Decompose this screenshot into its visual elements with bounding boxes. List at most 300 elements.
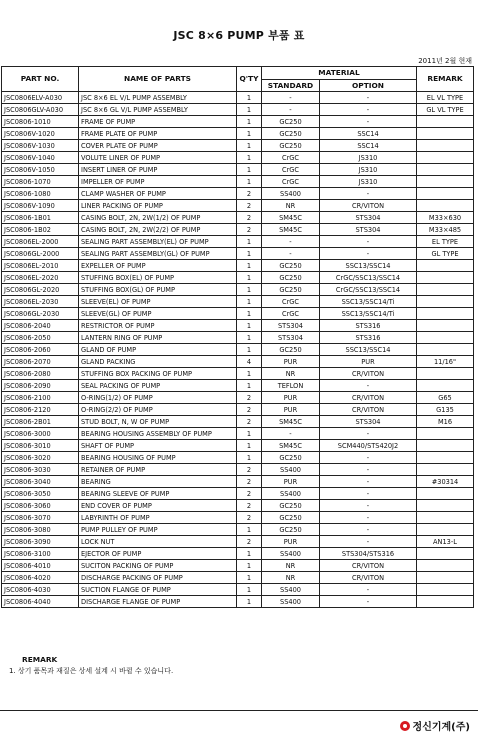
cell-part-name: RESTRICTOR OF PUMP [79,320,237,332]
cell-option: SSC13/SSC14 [320,344,417,356]
cell-remark: EL VL TYPE [417,92,474,104]
cell-standard: - [262,248,320,260]
cell-remark [417,344,474,356]
cell-part-no: JSC0806-1080 [2,188,79,200]
header-remark: REMARK [417,67,474,92]
table-row [2,248,474,260]
cell-part-no: JSC0806-3050 [2,488,79,500]
cell-part-name: LANTERN RING OF PUMP [79,332,237,344]
table-row [2,416,474,428]
cell-remark [417,164,474,176]
cell-qty: 1 [237,164,262,176]
table-row [2,596,474,608]
cell-qty: 2 [237,536,262,548]
cell-remark [417,188,474,200]
cell-remark: M33×630 [417,212,474,224]
cell-option: - [320,596,417,608]
cell-part-name: DISCHARGE FLANGE OF PUMP [79,596,237,608]
cell-part-name: IMPELLER OF PUMP [79,176,237,188]
cell-part-no: JSC0806-4010 [2,560,79,572]
cell-part-name: EXPELLER OF PUMP [79,260,237,272]
header-qty: Q'TY [237,67,262,92]
cell-standard: PUR [262,476,320,488]
table-row [2,164,474,176]
parts-table-body [2,92,474,608]
cell-standard: GC250 [262,500,320,512]
cell-part-name: SLEEVE(GL) OF PUMP [79,308,237,320]
cell-qty: 1 [237,92,262,104]
cell-part-no: JSC0806-2100 [2,392,79,404]
cell-qty: 2 [237,488,262,500]
cell-remark [417,296,474,308]
cell-part-name: FRAME OF PUMP [79,116,237,128]
table-row [2,176,474,188]
cell-part-no: JSC0806-3010 [2,440,79,452]
cell-part-name: PUMP PULLEY OF PUMP [79,524,237,536]
cell-standard: GC250 [262,260,320,272]
cell-option: STS304 [320,224,417,236]
cell-qty: 2 [237,224,262,236]
cell-part-no: JSC0806V-1050 [2,164,79,176]
table-row [2,572,474,584]
cell-standard: SS400 [262,488,320,500]
cell-qty: 1 [237,284,262,296]
table-row [2,260,474,272]
cell-remark [417,500,474,512]
cell-remark [417,452,474,464]
cell-part-no: JSC0806V-1040 [2,152,79,164]
cell-option: PUR [320,356,417,368]
cell-qty: 4 [237,356,262,368]
table-row [2,524,474,536]
table-row [2,356,474,368]
cell-part-name: LOCK NUT [79,536,237,548]
table-row [2,272,474,284]
cell-part-no: JSC0806GL-2030 [2,308,79,320]
cell-remark [417,584,474,596]
cell-option: CrGC/SSC13/SSC14 [320,272,417,284]
cell-part-no: JSC0806-1010 [2,116,79,128]
cell-qty: 2 [237,404,262,416]
cell-part-no: JSC0806-3030 [2,464,79,476]
cell-part-name: SEALING PART ASSEMBLY(GL) OF PUMP [79,248,237,260]
cell-remark [417,320,474,332]
cell-part-no: JSC0806-3100 [2,548,79,560]
cell-remark [417,284,474,296]
cell-standard: CrGC [262,296,320,308]
cell-qty: 2 [237,476,262,488]
cell-part-name: END COVER OF PUMP [79,500,237,512]
cell-standard: GC250 [262,452,320,464]
table-row [2,368,474,380]
cell-standard: GC250 [262,512,320,524]
cell-part-name: GLAND OF PUMP [79,344,237,356]
cell-part-name: BEARING HOUSING ASSEMBLY OF PUMP [79,428,237,440]
header-material: MATERIAL [262,67,417,80]
cell-part-name: CASING BOLT, 2N, 2W(1/2) OF PUMP [79,212,237,224]
cell-option: STS316 [320,320,417,332]
cell-part-name: SLEEVE(EL) OF PUMP [79,296,237,308]
cell-option: - [320,452,417,464]
cell-standard: CrGC [262,164,320,176]
cell-part-no: JSC0806GLV-A030 [2,104,79,116]
cell-option: SSC13/SSC14/Ti [320,308,417,320]
table-row [2,296,474,308]
table-row [2,104,474,116]
cell-option: - [320,476,417,488]
cell-part-name: LABYRINTH OF PUMP [79,512,237,524]
cell-standard: STS304 [262,332,320,344]
cell-part-no: JSC0806ELV-A030 [2,92,79,104]
cell-standard: NR [262,200,320,212]
cell-remark: G135 [417,404,474,416]
cell-qty: 1 [237,344,262,356]
cell-part-no: JSC0806V-1090 [2,200,79,212]
table-row [2,512,474,524]
cell-qty: 1 [237,548,262,560]
cell-option: - [320,536,417,548]
cell-part-no: JSC0806V-1030 [2,140,79,152]
cell-standard: SM45C [262,416,320,428]
table-row [2,212,474,224]
cell-part-name: O-RING(1/2) OF PUMP [79,392,237,404]
cell-remark [417,128,474,140]
cell-remark [417,200,474,212]
table-row [2,392,474,404]
cell-standard: GC250 [262,524,320,536]
cell-part-name: SEAL PACKING OF PUMP [79,380,237,392]
table-row [2,128,474,140]
cell-part-no: JSC0806-2070 [2,356,79,368]
table-row [2,548,474,560]
remark-note: 1. 상기 품목과 재질은 상세 설계 시 바뀔 수 있습니다. [9,667,174,675]
cell-part-name: O-RING(2/2) OF PUMP [79,404,237,416]
cell-remark: M16 [417,416,474,428]
cell-option: - [320,464,417,476]
cell-standard: GC250 [262,128,320,140]
table-row [2,344,474,356]
cell-part-name: CASING BOLT, 2N, 2W(2/2) OF PUMP [79,224,237,236]
cell-remark: EL TYPE [417,236,474,248]
cell-part-no: JSC0806-4030 [2,584,79,596]
cell-option: - [320,488,417,500]
cell-option: CR/VITON [320,392,417,404]
cell-standard: PUR [262,536,320,548]
cell-standard: GC250 [262,140,320,152]
cell-standard: SS400 [262,464,320,476]
cell-qty: 1 [237,248,262,260]
cell-qty: 1 [237,260,262,272]
cell-remark [417,380,474,392]
header-part-no: PART NO. [2,67,79,92]
cell-part-no: JSC0806V-1020 [2,128,79,140]
cell-standard: TEFLON [262,380,320,392]
cell-standard: SM45C [262,224,320,236]
table-row [2,428,474,440]
cell-option: SSC13/SSC14/Ti [320,296,417,308]
cell-option: STS304 [320,416,417,428]
cell-standard: - [262,92,320,104]
cell-option: SSC13/SSC14 [320,260,417,272]
cell-part-no: JSC0806-4020 [2,572,79,584]
logo-mark-icon [400,721,410,731]
cell-qty: 1 [237,584,262,596]
cell-remark: AN13-L [417,536,474,548]
cell-part-no: JSC0806-3000 [2,428,79,440]
cell-part-name: RETAINER OF PUMP [79,464,237,476]
footer-divider [0,710,478,711]
cell-standard: NR [262,572,320,584]
cell-standard: CrGC [262,152,320,164]
cell-option: - [320,584,417,596]
cell-remark [417,308,474,320]
table-row [2,320,474,332]
cell-part-name: VOLUTE LINER OF PUMP [79,152,237,164]
cell-qty: 1 [237,272,262,284]
header-name: NAME OF PARTS [79,67,237,92]
table-row [2,200,474,212]
cell-part-no: JSC0806-2120 [2,404,79,416]
cell-part-name: COVER PLATE OF PUMP [79,140,237,152]
table-row [2,332,474,344]
cell-option: - [320,188,417,200]
cell-qty: 1 [237,572,262,584]
cell-qty: 2 [237,200,262,212]
cell-part-name: SUCTION FLANGE OF PUMP [79,584,237,596]
table-row [2,236,474,248]
cell-part-no: JSC0806-1B01 [2,212,79,224]
cell-part-no: JSC0806-2090 [2,380,79,392]
cell-remark: G65 [417,392,474,404]
table-row [2,308,474,320]
page-title: JSC 8×6 PUMP 부품 표 [173,29,305,42]
cell-option: JS310 [320,152,417,164]
cell-option: CR/VITON [320,368,417,380]
header-option: OPTION [320,80,417,92]
cell-qty: 1 [237,560,262,572]
cell-part-name: BEARING HOUSING OF PUMP [79,452,237,464]
cell-part-no: JSC0806EL-2010 [2,260,79,272]
cell-remark [417,524,474,536]
cell-option: - [320,428,417,440]
cell-remark [417,488,474,500]
cell-part-no: JSC0806-3040 [2,476,79,488]
cell-part-no: JSC0806-2B01 [2,416,79,428]
company-logo [400,718,470,733]
cell-remark [417,176,474,188]
table-row [2,464,474,476]
cell-option: JS310 [320,164,417,176]
cell-option: - [320,380,417,392]
date-label: 2011년 2월 현재 [418,57,472,65]
cell-qty: 1 [237,380,262,392]
cell-remark [417,464,474,476]
cell-option: - [320,524,417,536]
cell-remark [417,152,474,164]
cell-standard: NR [262,560,320,572]
cell-qty: 2 [237,212,262,224]
table-row [2,224,474,236]
cell-qty: 1 [237,152,262,164]
cell-qty: 2 [237,500,262,512]
cell-qty: 1 [237,596,262,608]
cell-standard: - [262,236,320,248]
cell-standard: SS400 [262,584,320,596]
cell-qty: 1 [237,308,262,320]
cell-option: - [320,104,417,116]
cell-part-no: JSC0806-2040 [2,320,79,332]
cell-part-no: JSC0806-3080 [2,524,79,536]
cell-option: CR/VITON [320,572,417,584]
cell-option: - [320,92,417,104]
cell-qty: 1 [237,116,262,128]
cell-part-name: SUCITON PACKING OF PUMP [79,560,237,572]
parts-table [1,66,474,608]
cell-qty: 1 [237,524,262,536]
cell-part-name: DISCHARGE PACKING OF PUMP [79,572,237,584]
cell-part-no: JSC0806-3020 [2,452,79,464]
table-row [2,188,474,200]
cell-standard: NR [262,368,320,380]
cell-option: STS304/STS316 [320,548,417,560]
cell-part-no: JSC0806-3070 [2,512,79,524]
cell-part-no: JSC0806GL-2020 [2,284,79,296]
cell-qty: 1 [237,320,262,332]
cell-part-no: JSC0806EL-2020 [2,272,79,284]
table-row [2,584,474,596]
cell-standard: - [262,104,320,116]
cell-qty: 2 [237,512,262,524]
cell-remark [417,116,474,128]
cell-qty: 1 [237,296,262,308]
cell-remark [417,572,474,584]
cell-standard: CrGC [262,308,320,320]
table-row [2,536,474,548]
cell-remark [417,596,474,608]
table-row [2,560,474,572]
cell-option: STS316 [320,332,417,344]
cell-part-name: EJECTOR OF PUMP [79,548,237,560]
cell-standard: STS304 [262,320,320,332]
cell-remark [417,140,474,152]
cell-part-name: JSC 8×6 EL V/L PUMP ASSEMBLY [79,92,237,104]
cell-standard: SS400 [262,596,320,608]
table-row [2,152,474,164]
cell-standard: - [262,428,320,440]
table-row [2,452,474,464]
cell-part-name: STUFFING BOX(EL) OF PUMP [79,272,237,284]
cell-part-no: JSC0806-1070 [2,176,79,188]
cell-part-name: STUFFING BOX PACKING OF PUMP [79,368,237,380]
cell-qty: 1 [237,236,262,248]
cell-standard: GC250 [262,272,320,284]
cell-remark: GL TYPE [417,248,474,260]
cell-standard: PUR [262,356,320,368]
cell-option: - [320,116,417,128]
cell-qty: 1 [237,440,262,452]
cell-part-no: JSC0806EL-2030 [2,296,79,308]
cell-qty: 1 [237,332,262,344]
cell-standard: SM45C [262,440,320,452]
cell-qty: 2 [237,188,262,200]
cell-standard: SS400 [262,548,320,560]
cell-part-name: INSERT LINER OF PUMP [79,164,237,176]
cell-standard: GC250 [262,116,320,128]
cell-standard: SM45C [262,212,320,224]
cell-option: SSC14 [320,128,417,140]
cell-part-no: JSC0806EL-2000 [2,236,79,248]
cell-qty: 1 [237,176,262,188]
cell-part-name: SHAFT OF PUMP [79,440,237,452]
cell-standard: GC250 [262,284,320,296]
cell-remark: 11/16" [417,356,474,368]
remark-heading: REMARK [22,655,58,664]
cell-remark: GL VL TYPE [417,104,474,116]
cell-remark: #30314 [417,476,474,488]
table-row [2,440,474,452]
cell-remark [417,272,474,284]
cell-option: SSC14 [320,140,417,152]
cell-standard: SS400 [262,188,320,200]
cell-remark: M33×485 [417,224,474,236]
cell-option: CR/VITON [320,560,417,572]
cell-standard: PUR [262,392,320,404]
cell-qty: 1 [237,140,262,152]
cell-part-name: STUD BOLT, N, W OF PUMP [79,416,237,428]
cell-part-name: GLAND PACKING [79,356,237,368]
cell-remark [417,548,474,560]
cell-part-no: JSC0806-4040 [2,596,79,608]
cell-part-no: JSC0806-2050 [2,332,79,344]
cell-standard: PUR [262,404,320,416]
cell-standard: CrGC [262,176,320,188]
cell-option: - [320,512,417,524]
cell-option: CrGC/SSC13/SSC14 [320,284,417,296]
table-row [2,476,474,488]
cell-part-name: BEARING SLEEVE OF PUMP [79,488,237,500]
cell-qty: 2 [237,464,262,476]
cell-option: CR/VITON [320,200,417,212]
cell-qty: 1 [237,368,262,380]
cell-option: CR/VITON [320,404,417,416]
cell-qty: 1 [237,428,262,440]
table-row [2,140,474,152]
cell-remark [417,368,474,380]
cell-part-no: JSC0806-2060 [2,344,79,356]
cell-standard: GC250 [262,344,320,356]
cell-part-no: JSC0806-2080 [2,368,79,380]
cell-qty: 1 [237,452,262,464]
cell-part-name: STUFFING BOX(GL) OF PUMP [79,284,237,296]
table-row [2,116,474,128]
cell-option: - [320,236,417,248]
cell-remark [417,560,474,572]
cell-option: STS304 [320,212,417,224]
cell-part-name: JSC 8×6 GL V/L PUMP ASSEMBLY [79,104,237,116]
cell-part-name: FRAME PLATE OF PUMP [79,128,237,140]
cell-remark [417,260,474,272]
cell-part-name: LINER PACKING OF PUMP [79,200,237,212]
cell-remark [417,440,474,452]
header-standard: STANDARD [262,80,320,92]
table-row [2,380,474,392]
cell-part-no: JSC0806-3060 [2,500,79,512]
company-name: 정신기계(주) [412,722,470,733]
cell-part-no: JSC0806-3090 [2,536,79,548]
cell-option: JS310 [320,176,417,188]
cell-option: - [320,500,417,512]
cell-qty: 2 [237,416,262,428]
